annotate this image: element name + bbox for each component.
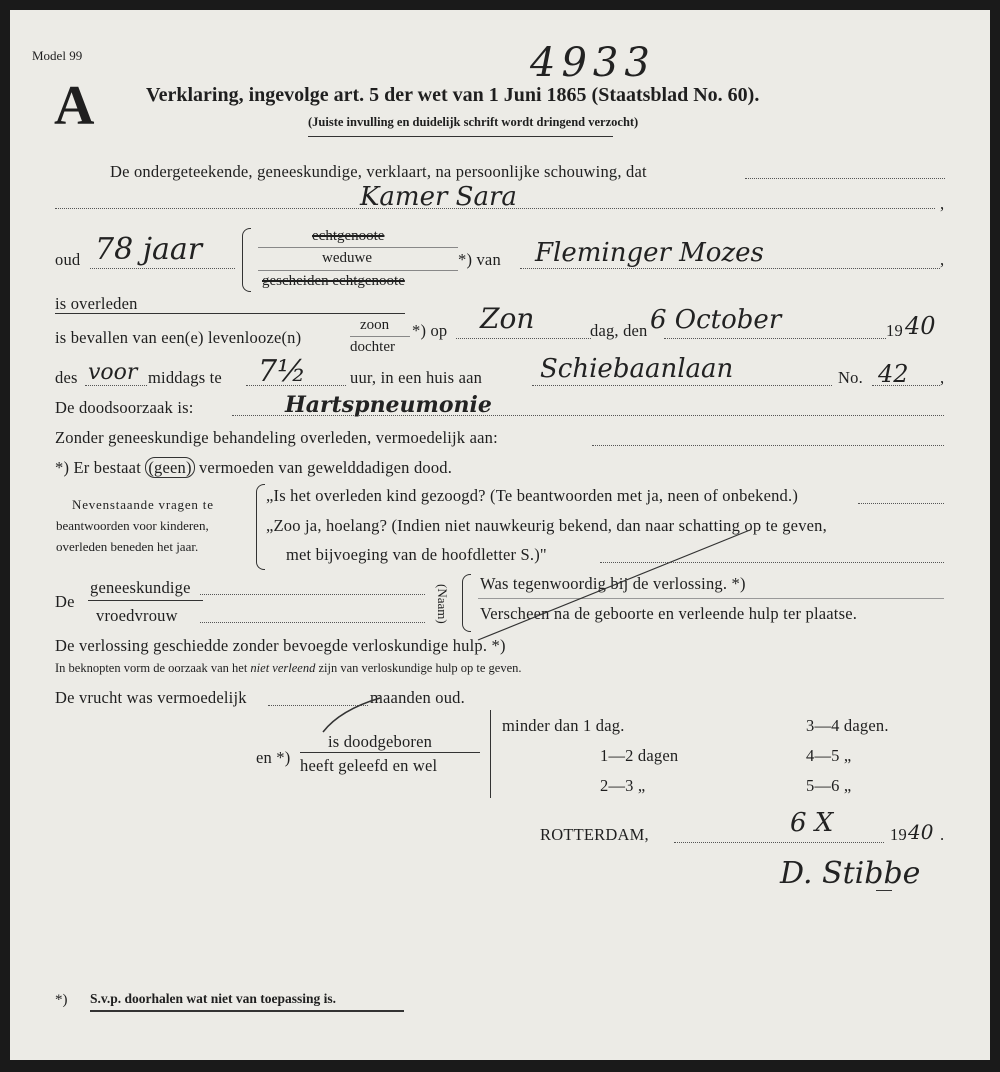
label-overleden: is overleden [55,294,138,313]
signature-date[interactable]: 6 X [790,808,834,838]
doctor-signature: D. Stibbe [780,856,921,891]
label-naam: (Naam) [435,584,450,624]
children-note-1: Nevenstaande vragen te [72,497,214,512]
spouse-name[interactable]: Fleminger Mozes [535,238,764,268]
city-label: ROTTERDAM, [540,825,649,844]
no-help-line: De verlossing geschiedde zonder bevoegde verloskundige hulp. *) [55,636,506,655]
deceased-name[interactable]: Kamer Sara [360,182,517,212]
label-no-treatment: Zonder geneeskundige behandeling overleden, vermoedelijk aan: [55,428,498,447]
duration-6: 5—6 „ [806,776,852,795]
form-subtitle: (Juiste invulling en duidelijk schrift wordt dringend verzocht) [308,115,639,129]
option-echtgenoote: echtgenoote [312,228,385,244]
children-note-3: overleden beneden het jaar. [56,539,199,554]
age-value[interactable]: 78 jaar [95,232,203,267]
duration-5: 4—5 „ [806,746,852,765]
footer-text: S.v.p. doorhalen wat niet van toepassing is. [90,991,337,1006]
house-number[interactable]: 42 [878,360,909,388]
duration-1: minder dan 1 dag. [502,716,625,735]
street[interactable]: Schiebaanlaan [540,354,734,384]
label-van: *) van [458,250,501,269]
label-no: No. [838,368,863,387]
label-maanden: maanden oud. [370,688,465,707]
question-gezoogd: „Is het overleden kind gezoogd? (Te beantwoorden met ja, neen of onbekend.) [266,486,799,505]
label-vrucht: De vrucht was vermoedelijk [55,688,247,707]
form-page: Model 99 A 4933 Verklaring, ingevolge art. 5 der wet van 1 Juni 1865 (Staatsblad No. 60). (Juiste invulling en duidelijk schrift wordt dringend verzocht) De ondergeteekende, geneeskundige, verklaart, na persoonlijke schouwing, dat Kamer Sara , oud 78 jaar echtgenoote weduwe gescheiden echtgenoote *) van Fleminger Mozes , is overleden is bevallen van een(e) levenlooze(n) zoon dochter *) op Zon dag, den 6 October 19 40 des voor middags te 7½ uur, in een huis aan Schiebaanlaan No. 42 , De doodsoorzaak is: Hartspneumonie Zonder geneeskundige behandeling overleden, vermoedelijk aan: *) Er bestaat (geen) vermoeden van gewelddadigen dood. Nevenstaande vragen te beantwoorden voor kinderen, overleden beneden het jaar. „Is het overleden kind gezoogd? (Te beantwoorden met ja, neen of onbekend.) „Zoo ja, hoelang? (Indien niet nauwkeurig bekend, dan naar schatting op te geven, met bijvoeging van de hoofdletter S.)" De geneeskundige vroedvrouw (Naam) Was tegenwoordig bij de verlossing. *) Verscheen na de geboorte en verleende hulp ter plaatse. De verlossing geschiedde zonder bevoegde verloskundige hulp. *) In beknopten vorm de oorzaak van het niet verleend zijn van verloskundige hulp op te geven. De vrucht was vermoedelijk maanden oud. en *) is doodgeboren heeft geleefd en wel minder dan 1 dag. 1—2 dagen 2—3 „ 3—4 dagen. 4—5 „ 5—6 „ ROTTERDAM, 6 X 19 40 . D. Stibbe *) S.v.p. doorhalen wat niet van toepassing is. [10,10,990,1060]
death-date[interactable]: 6 October [650,305,782,335]
label-uur: uur, in een huis aan [350,368,483,387]
handwritten-number: 4933 [530,40,656,86]
label-de: De [55,592,75,611]
label-geneeskundige: geneeskundige [90,578,191,597]
short-note: In beknopten vorm de oorzaak van het niet verleend zijn van verloskundige hulp op te geven. [55,661,522,675]
label-op: *) op [412,321,448,340]
option-tegenwoordig: Was tegenwoordig bij de verlossing. *) [480,574,746,593]
cause-of-death[interactable]: Hartspneumonie [285,392,492,418]
label-middags: middags te [148,368,222,387]
form-title: Verklaring, ingevolge art. 5 der wet van 1 Juni 1865 (Staatsblad No. 60). [146,84,760,106]
label-des: des [55,368,78,387]
hour[interactable]: 7½ [258,354,307,389]
pen-strokes [10,10,990,1060]
option-zoon: zoon [360,317,390,333]
death-year[interactable]: 40 [905,312,936,340]
weekday[interactable]: Zon [480,302,535,335]
question-hoelang: „Zoo ja, hoelang? (Indien niet nauwkeurig bekend, dan naar schatting op te geven, [266,516,827,535]
question-hoelang-2: met bijvoeging van de hoofdletter S.)" [286,545,547,564]
duration-4: 3—4 dagen. [806,716,889,735]
label-en: en *) [256,748,291,767]
label-oud: oud [55,250,81,269]
signature-year-prefix: 19 [890,825,907,844]
time-of-day[interactable]: voor [88,360,138,385]
option-gescheiden: gescheiden echtgenoote [262,273,405,289]
label-cause: De doodsoorzaak is: [55,398,194,417]
option-verscheen: Verscheen na de geboorte en verleende hulp ter plaatse. [480,604,858,623]
year-prefix: 19 [886,321,903,340]
option-geen: (geen) [145,457,194,478]
label-bevallen: is bevallen van een(e) levenlooze(n) [55,328,302,347]
label-dag-den: dag, den [590,321,648,340]
model-number: Model 99 [32,48,83,63]
duration-2: 1—2 dagen [600,746,679,765]
footer-mark: *) [55,992,68,1008]
option-dochter: dochter [350,339,395,355]
duration-3: 2—3 „ [600,776,646,795]
option-weduwe: weduwe [322,250,372,266]
label-vroedvrouw: vroedvrouw [96,606,178,625]
option-geleefd: heeft geleefd en wel [300,756,438,775]
violence-line: *) Er bestaat (geen) vermoeden van gewelddadigen dood. [55,458,453,477]
signature-year[interactable]: 40 [908,820,934,844]
intro-text: De ondergeteekende, geneeskundige, verklaart, na persoonlijke schouwing, dat [110,162,647,181]
form-letter: A [54,75,95,137]
option-doodgeboren: is doodgeboren [328,732,433,751]
children-note-2: beantwoorden voor kinderen, [56,518,209,533]
